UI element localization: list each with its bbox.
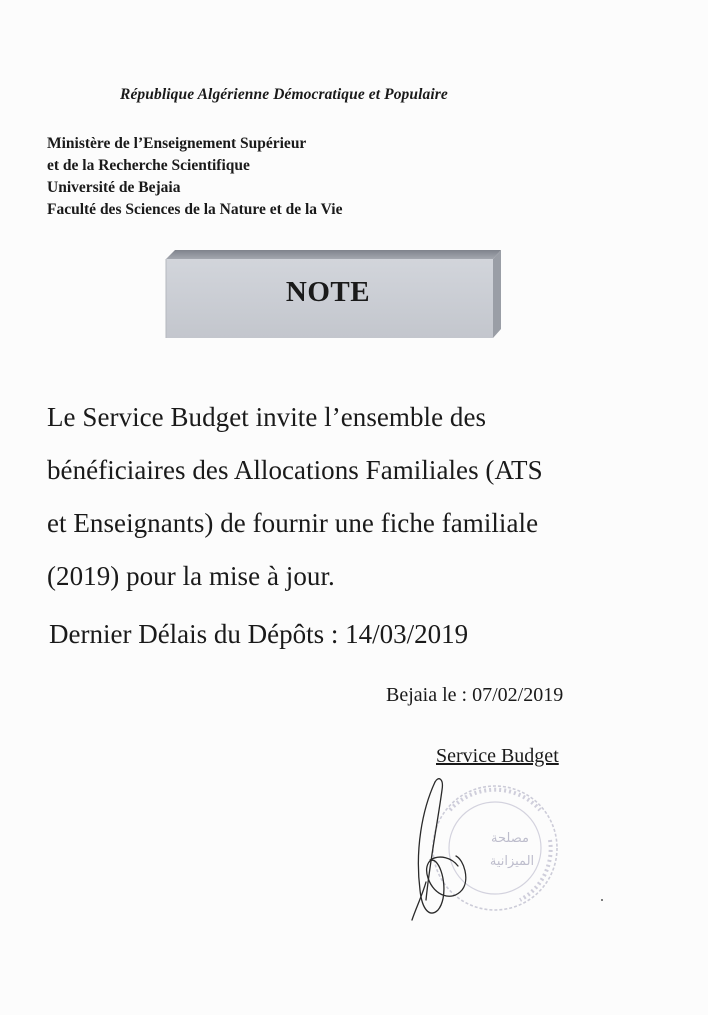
body-line-1: Le Service Budget invite l’ensemble des (47, 402, 487, 432)
republic-header: République Algérienne Démocratique et Populaire (120, 86, 448, 103)
stray-mark (601, 899, 603, 901)
body-line-2: bénéficiaires des Allocations Familiales (ATS (47, 455, 543, 485)
svg-text:الميزانية: الميزانية (489, 854, 535, 869)
note-title: NOTE (285, 276, 371, 308)
official-stamp (433, 786, 557, 910)
note-body (47, 391, 647, 603)
institution-block (47, 133, 342, 221)
stamp-and-signature (400, 770, 600, 930)
ministry-line-2: et de la Recherche Scientifique (47, 157, 250, 174)
university-line: Université de Bejaia (47, 179, 181, 196)
body-line-4: (2019) pour la mise à jour. (47, 561, 335, 591)
note-title-box (163, 250, 503, 338)
place-date-line: Bejaia le : 07/02/2019 (386, 684, 564, 706)
faculty-line: Faculté des Sciences de la Nature et de la Vie (47, 201, 343, 218)
body-line-3: et Enseignants) de fournir une fiche familiale (47, 508, 539, 538)
service-signatory: Service Budget (436, 745, 559, 767)
ministry-line-1: Ministère de l’Enseignement Supérieur (47, 135, 307, 152)
deadline-line: Dernier Délais du Dépôts : 14/03/2019 (49, 619, 469, 649)
svg-text:مصلحة: مصلحة (491, 831, 529, 846)
signature (412, 779, 466, 920)
signature-stamp-area (400, 770, 600, 930)
